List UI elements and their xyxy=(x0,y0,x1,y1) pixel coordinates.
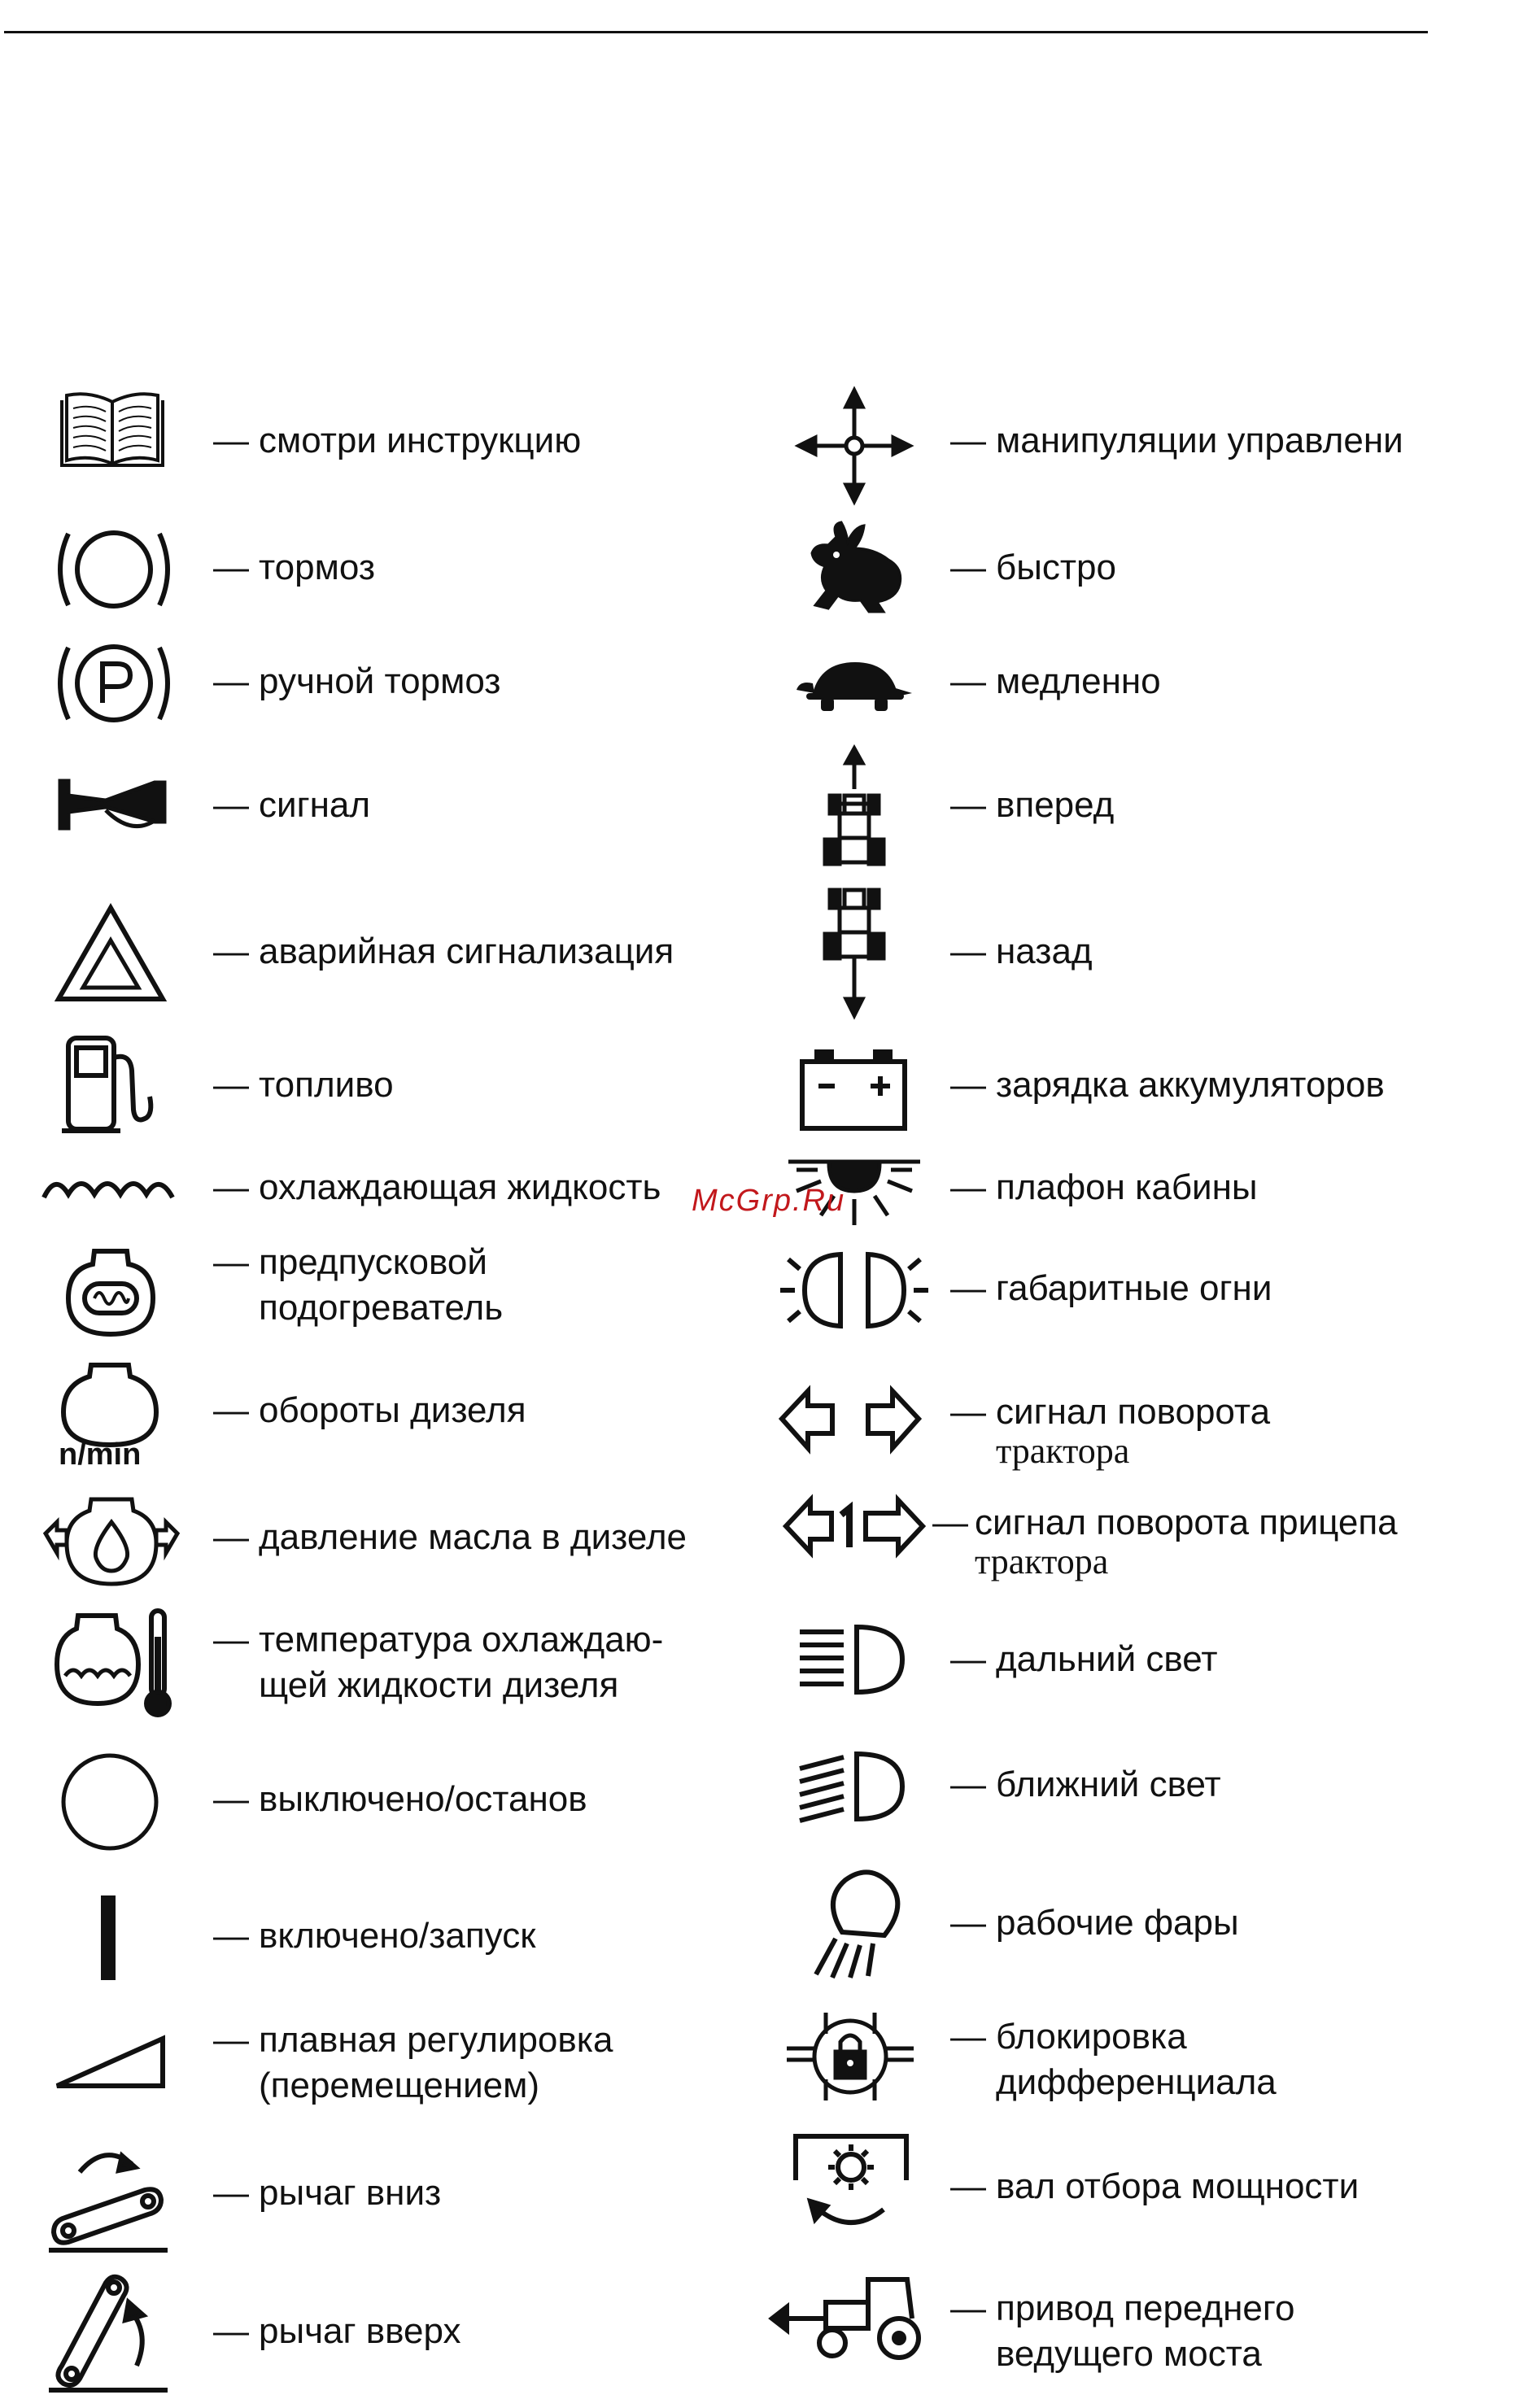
label-preheater: — предпусковой подогреватель xyxy=(213,1240,503,1331)
oil-pressure-icon xyxy=(42,1493,181,1590)
label-fuel: — топливо xyxy=(213,1065,394,1105)
label-text: аварийная сигнализация xyxy=(259,931,674,971)
coolant-temperature-icon xyxy=(54,1608,176,1721)
label-rpm: — обороты дизеля xyxy=(213,1390,526,1430)
label-turn-signal: — сигнал поворота трактора xyxy=(950,1392,1271,1471)
control-arrows-icon xyxy=(797,389,911,503)
brake-icon xyxy=(57,521,171,618)
label-text: назад xyxy=(996,931,1093,971)
label-high-beam: — дальний свет xyxy=(950,1639,1218,1679)
label-text: охлаждающая жидкость xyxy=(259,1167,661,1207)
parking-brake-icon xyxy=(57,635,171,732)
tractor-forward-icon xyxy=(822,748,887,870)
label-text: давление масла в дизеле xyxy=(259,1517,687,1557)
label-front-drive: — привод переднего ведущего моста xyxy=(950,2286,1294,2377)
label-text-line2: (перемещением) xyxy=(259,2066,540,2105)
label-text: температура охлаждаю- xyxy=(259,1620,664,1660)
label-trailer-turn: — сигнал поворота прицепа трактора xyxy=(932,1503,1398,1581)
hazard-triangle-icon xyxy=(54,903,168,1005)
battery-icon xyxy=(797,1045,911,1135)
diff-lock-icon xyxy=(785,2001,915,2107)
label-manual: — смотри инструкцию xyxy=(213,421,582,460)
pto-icon xyxy=(791,2131,913,2237)
work-light-icon xyxy=(793,1867,915,1981)
label-oil: — давление масла в дизеле xyxy=(213,1517,687,1557)
label-text: привод переднего xyxy=(996,2288,1295,2328)
label-forward: — вперед xyxy=(950,785,1115,825)
fuel-pump-icon xyxy=(62,1033,159,1139)
label-text-line2: дифференциала xyxy=(996,2062,1277,2102)
label-off: — выключено/останов xyxy=(213,1779,587,1819)
top-rule xyxy=(4,31,1428,33)
on-bar-icon xyxy=(98,1894,122,1983)
watermark: McGrp.Ru xyxy=(692,1184,846,1218)
label-text-line2: подогреватель xyxy=(259,1288,504,1328)
label-text: предпусковой xyxy=(259,1242,487,1282)
label-text: зарядка аккумуляторов xyxy=(996,1065,1385,1105)
label-text: ручной тормоз xyxy=(259,661,501,701)
label-coolant-temp: — температура охлаждаю- щей жидкости дизеля xyxy=(213,1617,663,1708)
turn-signal-icon xyxy=(777,1383,923,1456)
label-text: топливо xyxy=(259,1065,394,1105)
label-text: габаритные огни xyxy=(996,1268,1272,1308)
label-diff-lock: — блокировка дифференциала xyxy=(950,2014,1277,2105)
label-work-lights: — рабочие фары xyxy=(950,1903,1239,1943)
preheater-icon xyxy=(62,1245,159,1342)
label-horn: — сигнал xyxy=(213,785,371,825)
label-parking-brake: — ручной тормоз xyxy=(213,661,501,701)
label-text: смотри инструкцию xyxy=(259,421,582,460)
lever-up-icon xyxy=(47,2270,169,2392)
label-brake: — тормоз xyxy=(213,547,375,587)
label-text: рабочие фары xyxy=(996,1903,1239,1943)
off-circle-icon xyxy=(57,1749,163,1855)
label-text: выключено/останов xyxy=(259,1779,587,1819)
label-text: сигнал xyxy=(259,785,371,825)
side-lights-icon xyxy=(777,1245,932,1334)
label-text: манипуляции управлени xyxy=(996,421,1403,460)
label-text: дальний свет xyxy=(996,1639,1218,1679)
rpm-unit-label: n/min xyxy=(59,1437,142,1472)
label-pto: — вал отбора мощности xyxy=(950,2166,1360,2206)
horn-icon xyxy=(57,773,171,838)
turtle-icon xyxy=(793,657,915,714)
label-text: плафон кабины xyxy=(996,1167,1258,1207)
label-text: быстро xyxy=(996,547,1116,587)
label-coolant: — охлаждающая жидкость xyxy=(213,1167,661,1207)
front-drive-icon xyxy=(769,2270,932,2367)
label-text: плавная регулировка xyxy=(259,2020,613,2060)
label-text-line2: щей жидкости дизеля xyxy=(259,1665,619,1705)
label-text: вал отбора мощности xyxy=(996,2166,1360,2206)
label-text: медленно xyxy=(996,661,1161,701)
label-side-lights: — габаритные огни xyxy=(950,1268,1272,1308)
lever-down-icon xyxy=(47,2140,169,2253)
label-text: блокировка xyxy=(996,2017,1187,2057)
label-text: обороты дизеля xyxy=(259,1390,526,1430)
coolant-wave-icon xyxy=(42,1170,181,1202)
label-text-line2: ведущего моста xyxy=(996,2334,1262,2374)
label-variable: — плавная регулировка (перемещением) xyxy=(213,2018,613,2109)
label-text: ближний свет xyxy=(996,1765,1221,1804)
label-low-beam: — ближний свет xyxy=(950,1765,1221,1804)
label-joystick: — манипуляции управлени xyxy=(950,421,1403,460)
label-battery: — зарядка аккумуляторов xyxy=(950,1065,1385,1105)
label-text-line2: трактора xyxy=(975,1542,1109,1581)
low-beam-icon xyxy=(793,1747,915,1829)
label-text: сигнал поворота прицепа xyxy=(975,1503,1398,1542)
tractor-reverse-icon xyxy=(822,887,887,1017)
rabbit-icon xyxy=(804,521,910,618)
label-text: включено/запуск xyxy=(259,1916,536,1956)
trailer-turn-signal-icon xyxy=(781,1490,927,1564)
label-text: сигнал поворота xyxy=(996,1392,1271,1432)
manual-book-icon xyxy=(55,390,169,472)
label-text-line2: трактора xyxy=(996,1431,1130,1471)
high-beam-icon xyxy=(793,1619,915,1700)
label-text: рычаг вниз xyxy=(259,2173,442,2213)
label-text: тормоз xyxy=(259,547,375,587)
label-lever-down: — рычаг вниз xyxy=(213,2173,442,2213)
label-hazard: — аварийная сигнализация xyxy=(213,931,674,971)
label-text: рычаг вверх xyxy=(259,2311,461,2351)
label-fast: — быстро xyxy=(950,547,1116,587)
label-slow: — медленно xyxy=(950,661,1161,701)
variable-control-icon xyxy=(54,2034,168,2091)
label-cab-light: — плафон кабины xyxy=(950,1167,1258,1207)
label-on: — включено/запуск xyxy=(213,1916,536,1956)
label-lever-up: — рычаг вверх xyxy=(213,2311,461,2351)
label-text: вперед xyxy=(996,785,1115,825)
label-reverse: — назад xyxy=(950,931,1093,971)
